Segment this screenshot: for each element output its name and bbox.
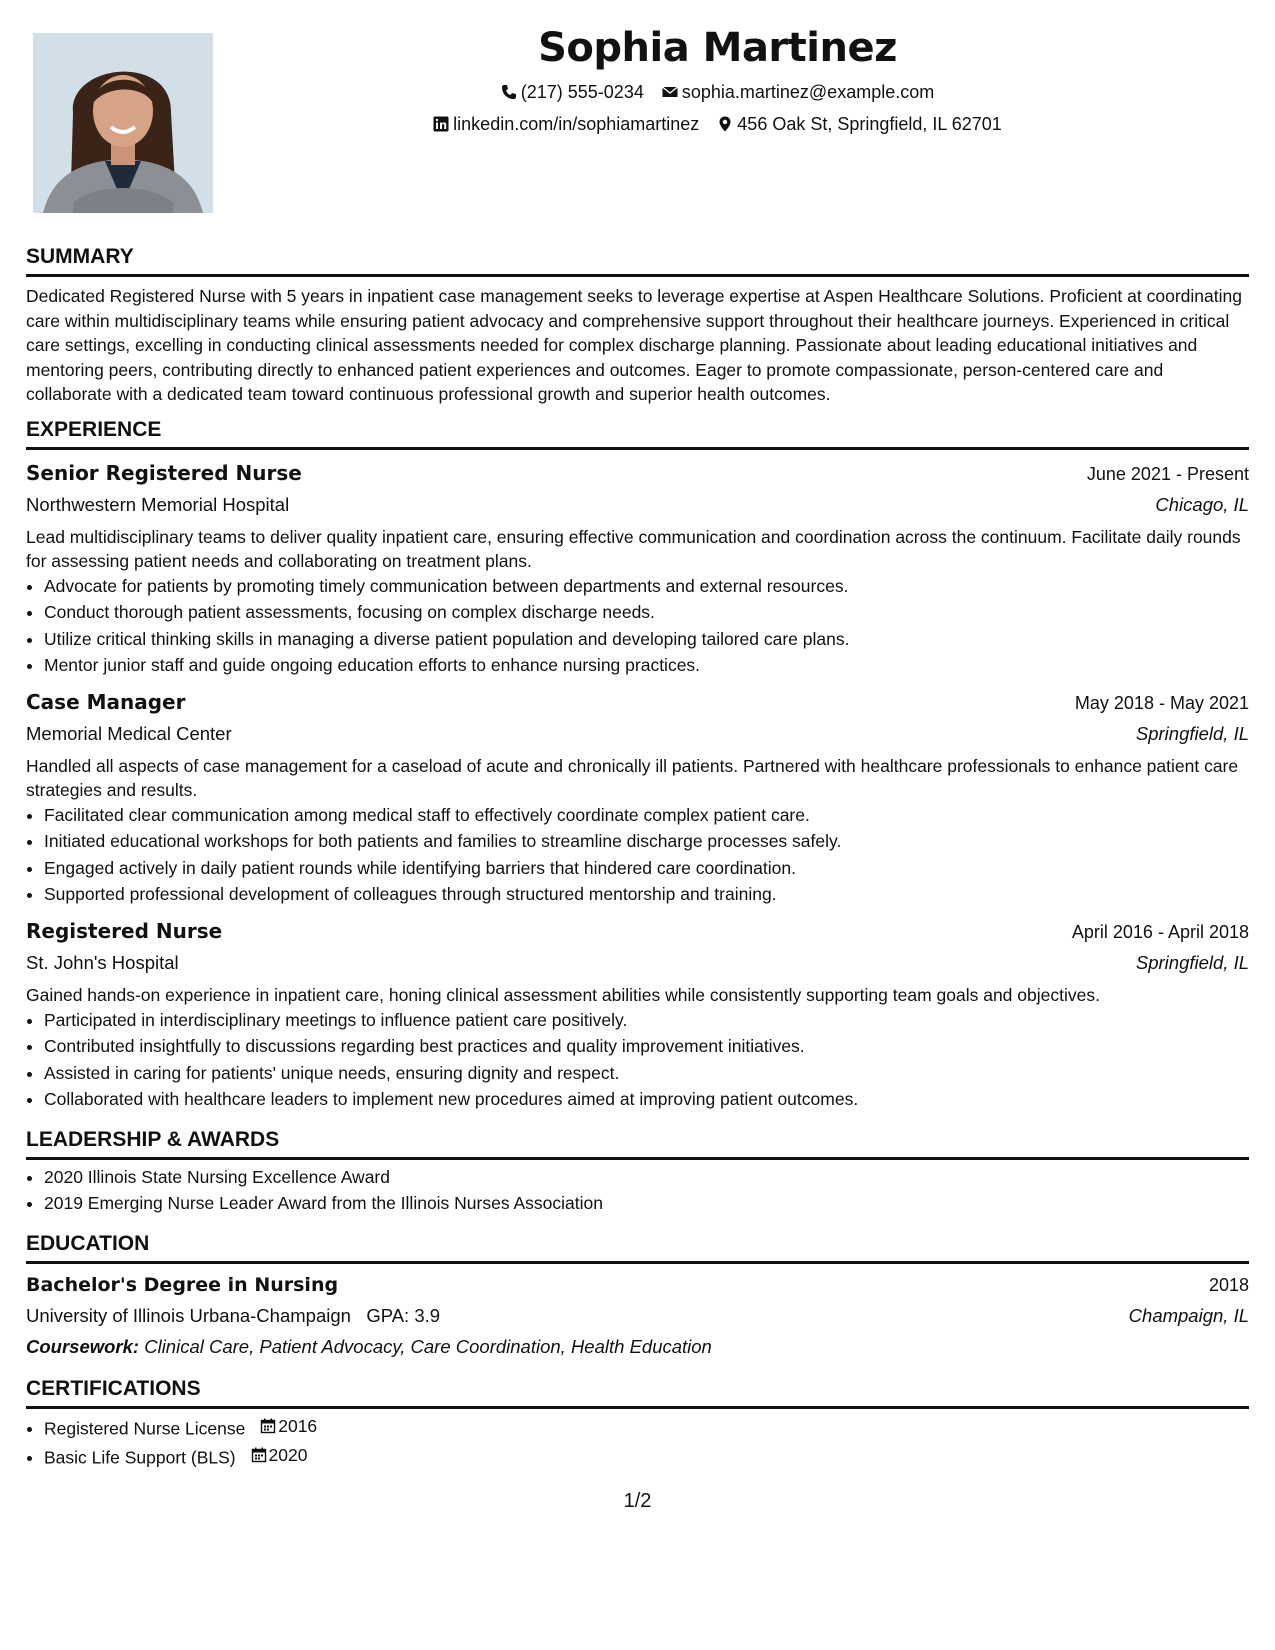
- linkedin-icon: [433, 116, 449, 132]
- job-bullet: • Supported professional development of colleagues through structured mentorship and training.: [44, 881, 1249, 908]
- job-bullet: • Contributed insightfully to discussions regarding best practices and quality improvement initiatives.: [44, 1033, 1249, 1060]
- school-name: University of Illinois Urbana-Champaign: [26, 1304, 351, 1326]
- job-bullet: • Initiated educational workshops for both patients and families to streamline discharge processes safely.: [44, 828, 1249, 855]
- job-entry: [26, 458, 1249, 679]
- certification-date: [251, 1442, 308, 1469]
- phone-contact[interactable]: [501, 76, 644, 108]
- section-title-leadership: LEADERSHIP & AWARDS: [26, 1127, 1249, 1160]
- award-item: • 2019 Emerging Nurse Leader Award from the Illinois Nurses Association: [44, 1190, 1249, 1217]
- job-title: Registered Nurse: [26, 918, 223, 943]
- resume-content: [26, 244, 1249, 1470]
- certification-name: Registered Nurse License: [44, 1418, 246, 1439]
- job-entry: [26, 916, 1249, 1113]
- calendar-icon: [260, 1418, 276, 1434]
- page-number: 1/2: [623, 1490, 652, 1512]
- award-list: [26, 1164, 1249, 1217]
- school-line: [26, 1300, 440, 1332]
- degree-name: Bachelor's Degree in Nursing: [26, 1273, 339, 1296]
- phone-text: (217) 555-0234: [520, 82, 644, 102]
- email-contact[interactable]: [662, 76, 934, 108]
- certifications-section: [26, 1376, 1249, 1471]
- candidate-name: Sophia Martinez: [538, 25, 897, 71]
- job-description: Handled all aspects of case management for a caseload of acute and chronically ill patients. Partnered with healthcare professionals to enhance patient care strategies and results.: [26, 755, 1239, 800]
- award-item: • 2020 Illinois State Nursing Excellence Award: [44, 1164, 1249, 1191]
- job-bullet: • Facilitated clear communication among medical staff to effectively coordinate complex patient care.: [44, 802, 1249, 829]
- email-text: sophia.martinez@example.com: [681, 82, 935, 102]
- job-dates: April 2016 - April 2018: [1071, 921, 1249, 942]
- certification-item: [44, 1413, 1249, 1442]
- job-description: Gained hands-on experience in inpatient care, honing clinical assessment abilities while consistently supporting team goals and objectives.: [26, 984, 1100, 1005]
- section-title-experience: EXPERIENCE: [26, 417, 1249, 450]
- education-section: [26, 1231, 1249, 1362]
- experience-section: [26, 417, 1249, 1113]
- school-location: Champaign, IL: [1128, 1304, 1249, 1326]
- summary-text: Dedicated Registered Nurse with 5 years in inpatient case management seeks to leverage expertise at Aspen Healthcare Solutions. Proficient at coordinating care within multidisciplinary teams while ensuring patient advocacy and comprehensive support throughout their healthcare journeys. Experienced in critical care settings, excelling in conducting clinical assessments needed for complex discharge planning. Passionate about leading educational initiatives and mentoring peers, contributing directly to enhanced patient experiences and outcomes. Eager to promote compassionate, person-centered care and collaborate with a dedicated team toward continuous professional growth and superior health outcomes.: [26, 286, 1242, 405]
- certification-name: Basic Life Support (BLS): [44, 1446, 236, 1467]
- certification-item: [44, 1442, 1249, 1471]
- profile-photo-illustration: [33, 33, 213, 213]
- address-text: 456 Oak St, Springfield, IL 62701: [737, 114, 1002, 134]
- job-organization: St. John's Hospital: [26, 951, 179, 973]
- linkedin-contact[interactable]: [433, 108, 699, 140]
- job-bullet: • Assisted in caring for patients' unique needs, ensuring dignity and respect.: [44, 1060, 1249, 1087]
- leadership-section: [26, 1127, 1249, 1217]
- section-title-summary: SUMMARY: [26, 244, 1249, 277]
- certification-year: 2016: [278, 1415, 318, 1436]
- job-bullets: [26, 573, 1249, 679]
- address-contact: [717, 108, 1002, 140]
- job-bullets: [26, 1007, 1249, 1113]
- degree-year: 2018: [1208, 1274, 1249, 1295]
- job-title: Senior Registered Nurse: [26, 460, 302, 485]
- map-pin-icon: [717, 116, 733, 132]
- job-bullet: • Advocate for patients by promoting timely communication between departments and external resources.: [44, 573, 1249, 600]
- coursework-line: [26, 1332, 1249, 1362]
- header: [220, 20, 1215, 140]
- envelope-icon: [662, 84, 678, 100]
- job-bullet: • Engaged actively in daily patient rounds while identifying barriers that hindered care coordination.: [44, 855, 1249, 882]
- job-bullet: • Conduct thorough patient assessments, focusing on complex discharge needs.: [44, 599, 1249, 626]
- job-dates: May 2018 - May 2021: [1074, 692, 1249, 713]
- linkedin-text: linkedin.com/in/sophiamartinez: [453, 114, 700, 134]
- certification-year: 2020: [268, 1444, 308, 1465]
- job-description: Lead multidisciplinary teams to deliver quality inpatient care, ensuring effective communication and coordination across the continuum. Facilitate daily rounds for assessing patient needs and collaborating on treatment plans.: [26, 526, 1241, 571]
- section-title-education: EDUCATION: [26, 1231, 1249, 1264]
- section-title-certifications: CERTIFICATIONS: [26, 1376, 1249, 1409]
- coursework-label: Coursework:: [26, 1335, 140, 1357]
- job-bullet: • Utilize critical thinking skills in managing a diverse patient population and developing tailored care plans.: [44, 626, 1249, 653]
- contact-line-1: [220, 76, 1215, 108]
- job-title: Case Manager: [26, 689, 186, 714]
- job-location: Springfield, IL: [1135, 951, 1249, 973]
- gpa: GPA: 3.9: [366, 1304, 441, 1326]
- job-organization: Northwestern Memorial Hospital: [26, 493, 290, 515]
- job-bullets: [26, 802, 1249, 908]
- job-dates: June 2021 - Present: [1086, 463, 1249, 484]
- job-location: Springfield, IL: [1135, 722, 1249, 744]
- job-bullet: • Collaborated with healthcare leaders to implement new procedures aimed at improving patient outcomes.: [44, 1086, 1249, 1113]
- profile-photo: [33, 33, 213, 213]
- phone-icon: [501, 84, 517, 100]
- job-entry: [26, 687, 1249, 908]
- job-bullet: • Mentor junior staff and guide ongoing education efforts to enhance nursing practices.: [44, 652, 1249, 679]
- job-organization: Memorial Medical Center: [26, 722, 232, 744]
- calendar-icon: [251, 1447, 267, 1463]
- job-bullet: • Participated in interdisciplinary meetings to influence patient care positively.: [44, 1007, 1249, 1034]
- certification-list: [26, 1413, 1249, 1471]
- contact-line-2: [220, 108, 1215, 140]
- certification-date: [260, 1413, 317, 1440]
- coursework-list: Clinical Care, Patient Advocacy, Care Coordination, Health Education: [144, 1335, 712, 1357]
- job-location: Chicago, IL: [1155, 493, 1249, 515]
- summary-section: [26, 244, 1249, 407]
